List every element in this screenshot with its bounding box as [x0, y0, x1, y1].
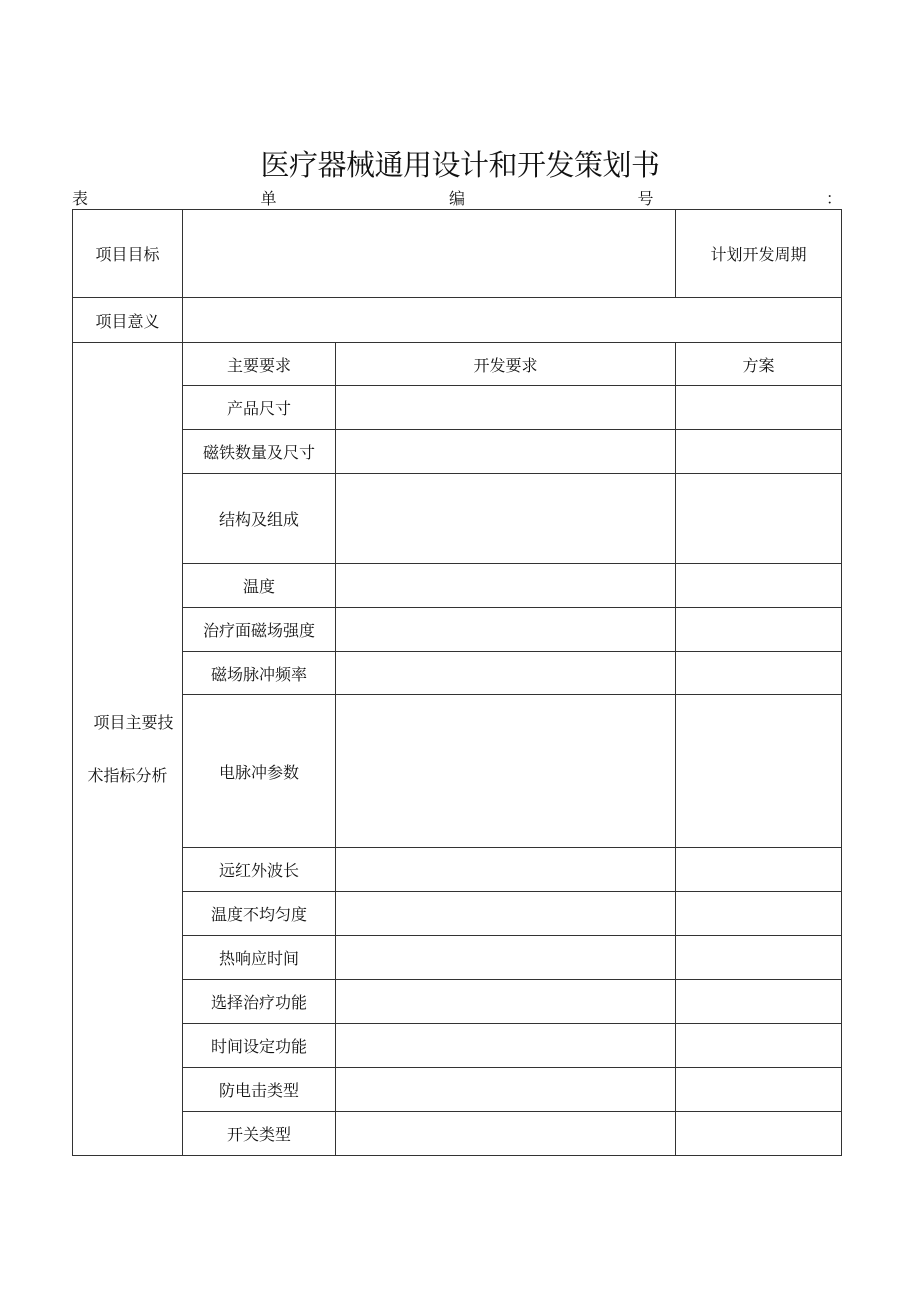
plan-cell[interactable]: [676, 1112, 842, 1156]
form-number-char: 单: [260, 188, 277, 208]
plan-cell[interactable]: [676, 386, 842, 430]
table-row: [73, 1068, 842, 1112]
project-goal-label: 项目目标: [73, 210, 183, 298]
project-goal-field[interactable]: [183, 210, 676, 298]
dev-requirement-cell[interactable]: [336, 980, 676, 1024]
plan-cell[interactable]: [676, 564, 842, 608]
project-significance-row: [73, 298, 842, 343]
tech-header-row: [73, 343, 842, 386]
requirement-item: 远红外波长: [183, 848, 336, 892]
plan-cell[interactable]: [676, 936, 842, 980]
table-row: [73, 892, 842, 936]
plan-cell[interactable]: [676, 1024, 842, 1068]
form-number-char: 表: [72, 188, 89, 208]
dev-requirement-cell[interactable]: [336, 608, 676, 652]
table-row: [73, 848, 842, 892]
dev-requirement-cell[interactable]: [336, 848, 676, 892]
requirement-item: 开关类型: [183, 1112, 336, 1156]
dev-requirement-cell[interactable]: [336, 1068, 676, 1112]
plan-cell[interactable]: [676, 608, 842, 652]
tech-analysis-label: [73, 343, 183, 1156]
requirement-item: 产品尺寸: [183, 386, 336, 430]
table-row: [73, 474, 842, 564]
planning-table: [72, 209, 842, 1156]
dev-requirement-cell[interactable]: [336, 430, 676, 474]
table-row: [73, 652, 842, 695]
dev-requirement-cell[interactable]: [336, 386, 676, 430]
tech-label-line: 术指标分析: [87, 766, 168, 785]
document-title: 医疗器械通用设计和开发策划书: [260, 148, 660, 183]
project-significance-field[interactable]: [183, 298, 842, 343]
requirement-item: 治疗面磁场强度: [183, 608, 336, 652]
table-row: [73, 386, 842, 430]
form-number-char: 号: [637, 188, 654, 208]
dev-requirement-cell[interactable]: [336, 474, 676, 564]
header-dev-requirement: 开发要求: [336, 343, 676, 386]
requirement-item: 热响应时间: [183, 936, 336, 980]
dev-requirement-cell[interactable]: [336, 892, 676, 936]
table-row: [73, 695, 842, 848]
dev-requirement-cell[interactable]: [336, 1112, 676, 1156]
requirement-item: 结构及组成: [183, 474, 336, 564]
plan-cell[interactable]: [676, 430, 842, 474]
table-row: [73, 1112, 842, 1156]
plan-cell[interactable]: [676, 474, 842, 564]
requirement-item: 电脉冲参数: [183, 695, 336, 848]
requirement-item: 温度不均匀度: [183, 892, 336, 936]
table-row: [73, 608, 842, 652]
plan-cell[interactable]: [676, 980, 842, 1024]
requirement-item: 磁场脉冲频率: [183, 652, 336, 695]
plan-cell[interactable]: [676, 1068, 842, 1112]
plan-cell[interactable]: [676, 652, 842, 695]
form-number-line: [72, 186, 842, 208]
table-row: [73, 430, 842, 474]
dev-requirement-cell[interactable]: [336, 695, 676, 848]
header-main-requirement: 主要要求: [183, 343, 336, 386]
project-goal-row: [73, 210, 842, 298]
plan-cell[interactable]: [676, 848, 842, 892]
dev-cycle-label: 计划开发周期: [676, 210, 842, 298]
dev-requirement-cell[interactable]: [336, 1024, 676, 1068]
requirement-item: 防电击类型: [183, 1068, 336, 1112]
requirement-item: 磁铁数量及尺寸: [183, 430, 336, 474]
tech-label-line: 项目主要技: [93, 713, 174, 732]
requirement-item: 时间设定功能: [183, 1024, 336, 1068]
requirement-item: 选择治疗功能: [183, 980, 336, 1024]
plan-cell[interactable]: [676, 892, 842, 936]
form-number-char: 编: [448, 188, 465, 208]
table-row: [73, 1024, 842, 1068]
plan-cell[interactable]: [676, 695, 842, 848]
dev-requirement-cell[interactable]: [336, 652, 676, 695]
requirement-item: 温度: [183, 564, 336, 608]
table-row: [73, 936, 842, 980]
dev-requirement-cell[interactable]: [336, 936, 676, 980]
header-plan: 方案: [676, 343, 842, 386]
table-row: [73, 980, 842, 1024]
project-significance-label: 项目意义: [73, 298, 183, 343]
form-number-colon: ：: [825, 188, 842, 208]
dev-requirement-cell[interactable]: [336, 564, 676, 608]
table-row: [73, 564, 842, 608]
